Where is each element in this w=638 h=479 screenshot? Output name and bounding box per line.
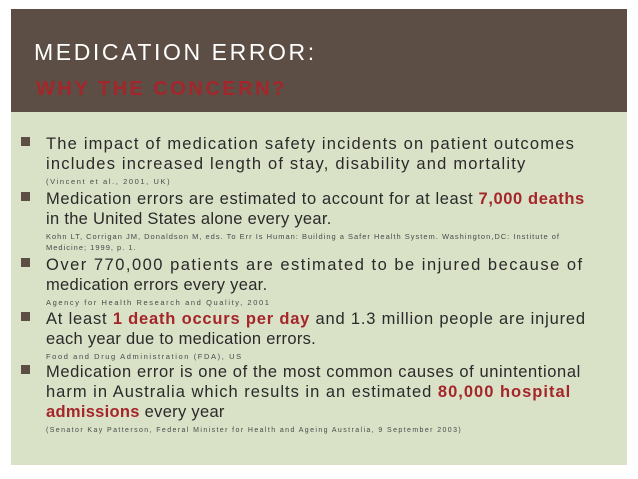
- title-header: [11, 9, 627, 112]
- bullet-square-icon: [21, 312, 30, 321]
- slide-subtitle: WHY THE CONCERN?: [36, 78, 287, 100]
- item-line: in the United States alone every year.: [46, 210, 332, 228]
- item-line: The impact of medication safety incidents on patient outcomes: [46, 135, 576, 153]
- bullet-square-icon: [21, 192, 30, 201]
- item-line: harm in Australia which results in an estimated 80,000 hospital: [46, 383, 572, 401]
- item-line: each year due to medication errors.: [46, 330, 317, 348]
- item-line: medication errors every year.: [46, 276, 268, 294]
- bullet-square-icon: [21, 365, 30, 374]
- bullet-square-icon: [21, 258, 30, 267]
- item-line: Medication errors are estimated to account for at least 7,000 deaths: [46, 190, 585, 208]
- highlight-death-per-day: 1 death occurs per day: [112, 310, 311, 328]
- item-line: includes increased length of stay, disability and mortality: [46, 155, 527, 173]
- item-line: Medication error is one of the most common causes of unintentional: [46, 363, 581, 381]
- item-line: Over 770,000 patients are estimated to be injured because of: [46, 256, 584, 274]
- highlight-hospital: 80,000 hospital: [437, 383, 572, 401]
- highlight-admissions: admissions: [46, 403, 140, 421]
- item-line: admissions every year: [46, 403, 225, 421]
- citation: (Vincent et al., 2001, UK): [46, 177, 172, 186]
- bullet-square-icon: [21, 137, 30, 146]
- highlight-deaths: 7,000 deaths: [478, 190, 585, 208]
- item-line: At least 1 death occurs per day and 1.3 million people are injured: [46, 310, 586, 328]
- citation: Food and Drug Administration (FDA), US: [46, 352, 243, 361]
- citation: (Senator Kay Patterson, Federal Minister for Health and Ageing Australia, 9 September 2003): [46, 427, 463, 434]
- citation: Agency for Health Research and Quality, 2001: [46, 298, 271, 307]
- citation: Kohn LT, Corrigan JM, Donaldson M, eds. To Err Is Human: Building a Safer Health System. Washington,DC: Institute of: [46, 232, 560, 241]
- citation: Medicine; 1999, p. 1.: [46, 243, 137, 252]
- slide-title: MEDICATION ERROR:: [34, 39, 317, 65]
- content-area: [11, 112, 627, 465]
